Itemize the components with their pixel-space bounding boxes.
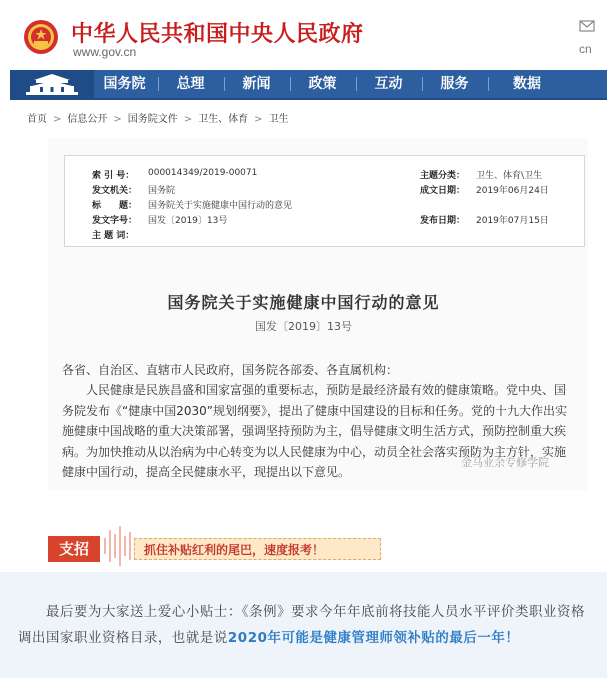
nav-item-news[interactable]: 新闻 bbox=[242, 76, 271, 92]
meta-category-value: 卫生、体育\卫生 bbox=[476, 171, 543, 181]
breadcrumb-separator: > bbox=[254, 114, 263, 125]
nav-divider bbox=[290, 77, 291, 91]
meta-index-label: 索 引 号： bbox=[92, 171, 135, 181]
meta-created-label: 成文日期： bbox=[420, 186, 466, 196]
nav-divider bbox=[224, 77, 225, 91]
watermark: 金马业余专修学院 bbox=[461, 456, 549, 469]
meta-agency-label: 发文机关： bbox=[92, 186, 138, 196]
footer-paragraph bbox=[18, 600, 592, 652]
breadcrumb-health-sports[interactable]: 卫生、体育 bbox=[198, 114, 249, 125]
breadcrumb-council-docs[interactable]: 国务院文件 bbox=[127, 114, 178, 125]
meta-published-value: 2019年07月15日 bbox=[476, 216, 549, 226]
breadcrumb bbox=[27, 110, 289, 125]
nav-item-premier[interactable]: 总理 bbox=[176, 76, 205, 92]
meta-category-label: 主题分类： bbox=[420, 171, 466, 181]
message-icon[interactable] bbox=[579, 20, 595, 34]
meta-index-value: 000014349/2019-00071 bbox=[148, 168, 258, 178]
breadcrumb-health[interactable]: 卫生 bbox=[268, 114, 289, 125]
nav-divider bbox=[422, 77, 423, 91]
nav-item-interaction[interactable]: 互动 bbox=[374, 76, 403, 92]
national-emblem-icon[interactable] bbox=[23, 18, 59, 56]
nav-item-data[interactable]: 数据 bbox=[513, 76, 541, 92]
tip-banner-text: 抓住补贴红利的尾巴，速度报考！ bbox=[144, 543, 325, 557]
nav-item-state-council[interactable]: 国务院 bbox=[103, 76, 146, 92]
nav-item-service[interactable]: 服务 bbox=[440, 76, 469, 92]
site-domain: www.gov.cn bbox=[73, 45, 137, 59]
document-paragraph: 人民健康是民族昌盛和国家富强的重要标志，预防是最经济最有效的健康策略。党中央、国务院发布《“健康中国2030”规划纲要》，提出了健康中国建设的目标和任务。党的十九大作出实施健康中国战略的重大决策部署，强调坚持预防为主，倡导健康文明生活方式，预防控制重大疾病。为加快推动从以治病为中心转变为以人民健康为中心，动员全社会落实预防为主方针，实施健康中国行动，提高全民健康水平，现提出以下意见。 bbox=[62, 383, 567, 480]
breadcrumb-home[interactable]: 首页 bbox=[27, 114, 47, 125]
nav-divider bbox=[158, 77, 159, 91]
site-header bbox=[0, 0, 607, 68]
meta-subject-label: 主 题 词： bbox=[92, 231, 135, 241]
meta-docnum-value: 国发〔2019〕13号 bbox=[148, 216, 228, 226]
tiananmen-icon[interactable] bbox=[10, 70, 94, 98]
meta-published-label: 发布日期： bbox=[420, 216, 466, 226]
meta-created-value: 2019年06月24日 bbox=[476, 186, 549, 196]
document-title: 国务院关于实施健康中国行动的意见 bbox=[167, 293, 440, 312]
breadcrumb-separator: > bbox=[183, 114, 193, 125]
breadcrumb-info-public[interactable]: 信息公开 bbox=[67, 114, 108, 125]
footer-text-main: 最后要为大家送上爱心小贴士：《条例》要求今年年底前将技能人员水平评价类职业资格调出国家职业资格目录，也就是说 bbox=[18, 605, 585, 646]
breadcrumb-separator: > bbox=[113, 114, 122, 125]
tip-badge: 支招 bbox=[48, 536, 100, 562]
meta-agency-value: 国务院 bbox=[148, 186, 176, 196]
footer-highlight: 2020年可能是健康管理师领补贴的最后一年！ bbox=[227, 631, 520, 646]
meta-docnum-label: 发文字号： bbox=[92, 216, 138, 226]
nav-divider bbox=[356, 77, 357, 91]
language-switch[interactable]: cn bbox=[579, 42, 592, 56]
site-title[interactable]: 中华人民共和国中央人民政府 bbox=[71, 22, 364, 47]
meta-title-label: 标 题： bbox=[92, 201, 138, 211]
nav-item-policy[interactable]: 政策 bbox=[308, 76, 337, 92]
nav-divider bbox=[488, 77, 489, 91]
meta-title-value: 国务院关于实施健康中国行动的意见 bbox=[148, 201, 293, 211]
document-salutation: 各省、自治区、直辖市人民政府，国务院各部委、各直属机构： bbox=[62, 363, 399, 377]
breadcrumb-separator: > bbox=[53, 114, 62, 125]
document-number: 国发〔2019〕13号 bbox=[255, 320, 352, 333]
main-nav bbox=[10, 70, 607, 100]
